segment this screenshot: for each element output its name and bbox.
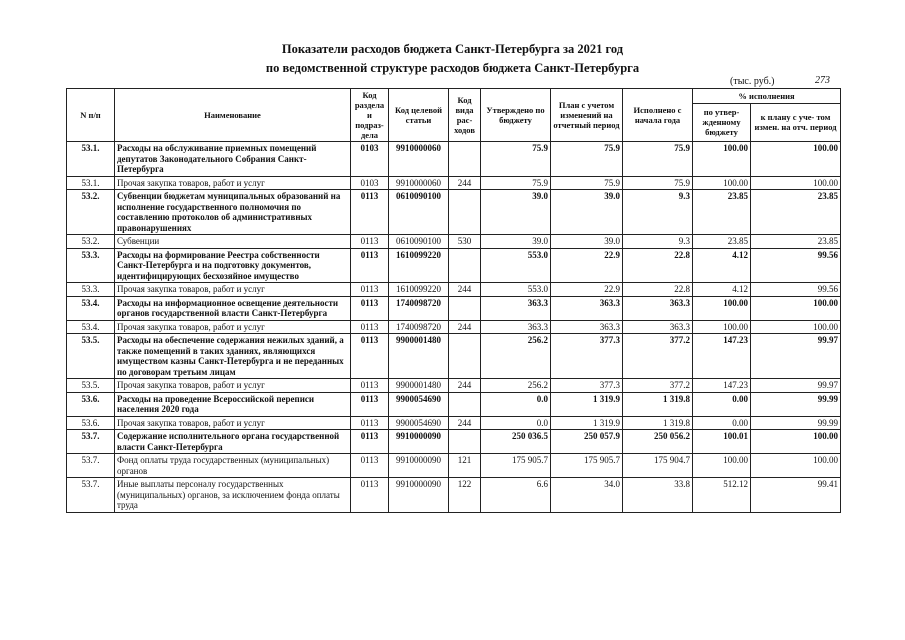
row-target-code: 9910000060	[389, 176, 449, 190]
row-name: Прочая закупка товаров, работ и услуг	[115, 320, 351, 334]
row-target-code: 9900001480	[389, 379, 449, 393]
row-type-code	[449, 392, 481, 416]
row-section-code: 0113	[351, 454, 389, 478]
row-done: 75.9	[623, 142, 693, 177]
row-section-code: 0113	[351, 334, 389, 379]
row-done: 175 904.7	[623, 454, 693, 478]
row-name: Содержание исполнительного органа государственной власти Санкт-Петербурга	[115, 430, 351, 454]
row-approved: 0.0	[481, 392, 551, 416]
row-number: 53.7.	[67, 454, 115, 478]
header-pct-group: % исполнения	[693, 89, 841, 104]
row-approved: 250 036.5	[481, 430, 551, 454]
table-row	[67, 392, 841, 416]
row-type-code	[449, 296, 481, 320]
header-pct-plan: к плану с уче- том измен. на отч. период	[751, 103, 841, 141]
table-body	[67, 142, 841, 513]
row-plan: 175 905.7	[551, 454, 623, 478]
row-done: 33.8	[623, 478, 693, 513]
row-number: 53.6.	[67, 392, 115, 416]
row-name: Иные выплаты персоналу государственных (муниципальных) органов, за исключением фонда оплаты труда	[115, 478, 351, 513]
table-row	[67, 248, 841, 283]
row-target-code: 9900054690	[389, 392, 449, 416]
units-label: (тыс. руб.)	[730, 76, 775, 87]
row-pct-approved: 23.85	[693, 190, 751, 235]
row-pct-plan: 100.00	[751, 142, 841, 177]
table-row	[67, 478, 841, 513]
row-pct-approved: 0.00	[693, 392, 751, 416]
row-pct-plan: 23.85	[751, 235, 841, 249]
row-type-code: 244	[449, 379, 481, 393]
row-pct-plan: 99.41	[751, 478, 841, 513]
row-pct-approved: 100.00	[693, 454, 751, 478]
row-type-code: 244	[449, 416, 481, 430]
row-pct-approved: 23.85	[693, 235, 751, 249]
row-target-code: 9910000090	[389, 454, 449, 478]
row-target-code: 9910000090	[389, 478, 449, 513]
row-target-code: 9900001480	[389, 334, 449, 379]
row-type-code	[449, 248, 481, 283]
row-name: Расходы на обслуживание приемных помещений депутатов Законодательного Собрания Санкт-Петербурга	[115, 142, 351, 177]
row-pct-plan: 99.97	[751, 334, 841, 379]
row-section-code: 0113	[351, 190, 389, 235]
table-row	[67, 416, 841, 430]
row-target-code: 9900054690	[389, 416, 449, 430]
table-row	[67, 320, 841, 334]
row-number: 53.4.	[67, 320, 115, 334]
row-target-code: 9910000090	[389, 430, 449, 454]
row-target-code: 0610090100	[389, 190, 449, 235]
row-type-code: 530	[449, 235, 481, 249]
row-name: Субвенции бюджетам муниципальных образований на исполнение государственного полномочия по составлению протоколов об административных правонарушениях	[115, 190, 351, 235]
table-row	[67, 176, 841, 190]
row-pct-approved: 100.00	[693, 320, 751, 334]
table-row	[67, 283, 841, 297]
table-row	[67, 235, 841, 249]
row-type-code	[449, 142, 481, 177]
table-row	[67, 454, 841, 478]
header-name: Наименование	[115, 89, 351, 142]
row-type-code	[449, 334, 481, 379]
row-name: Прочая закупка товаров, работ и услуг	[115, 416, 351, 430]
page-number: 273	[815, 75, 830, 86]
row-number: 53.7.	[67, 478, 115, 513]
row-name: Прочая закупка товаров, работ и услуг	[115, 283, 351, 297]
row-pct-plan: 100.00	[751, 430, 841, 454]
row-number: 53.2.	[67, 235, 115, 249]
row-pct-approved: 4.12	[693, 248, 751, 283]
header-section: Код раздела и подраз- дела	[351, 89, 389, 142]
title-line-2: по ведомственной структуре расходов бюджета Санкт-Петербурга	[265, 61, 640, 75]
row-section-code: 0113	[351, 320, 389, 334]
row-plan: 22.9	[551, 248, 623, 283]
row-section-code: 0103	[351, 142, 389, 177]
row-approved: 0.0	[481, 416, 551, 430]
row-pct-plan: 100.00	[751, 320, 841, 334]
row-plan: 39.0	[551, 235, 623, 249]
row-pct-approved: 0.00	[693, 416, 751, 430]
row-section-code: 0113	[351, 392, 389, 416]
row-target-code: 1740098720	[389, 296, 449, 320]
row-section-code: 0113	[351, 248, 389, 283]
row-pct-approved: 512.12	[693, 478, 751, 513]
title-line-1: Показатели расходов бюджета Санкт-Петербурга за 2021 год	[281, 42, 624, 56]
row-section-code: 0113	[351, 430, 389, 454]
row-plan: 1 319.9	[551, 392, 623, 416]
row-type-code: 122	[449, 478, 481, 513]
row-number: 53.5.	[67, 379, 115, 393]
row-number: 53.4.	[67, 296, 115, 320]
row-number: 53.3.	[67, 283, 115, 297]
row-done: 22.8	[623, 283, 693, 297]
row-pct-plan: 23.85	[751, 190, 841, 235]
row-done: 1 319.8	[623, 416, 693, 430]
row-number: 53.1.	[67, 142, 115, 177]
row-pct-plan: 99.99	[751, 416, 841, 430]
row-pct-plan: 100.00	[751, 296, 841, 320]
row-approved: 553.0	[481, 248, 551, 283]
row-pct-approved: 100.00	[693, 296, 751, 320]
row-done: 1 319.8	[623, 392, 693, 416]
row-approved: 75.9	[481, 176, 551, 190]
row-plan: 377.3	[551, 334, 623, 379]
table-row	[67, 379, 841, 393]
row-done: 250 056.2	[623, 430, 693, 454]
row-plan: 34.0	[551, 478, 623, 513]
row-section-code: 0113	[351, 235, 389, 249]
row-plan: 363.3	[551, 320, 623, 334]
row-type-code: 244	[449, 176, 481, 190]
row-done: 9.3	[623, 190, 693, 235]
header-target: Код целевой статьи	[389, 89, 449, 142]
row-section-code: 0113	[351, 296, 389, 320]
header-num: N п/п	[67, 89, 115, 142]
row-section-code: 0103	[351, 176, 389, 190]
row-name: Расходы на формирование Реестра собственности Санкт-Петербурга и на подготовку документов, идентифицирующих бесхозяйное имущество	[115, 248, 351, 283]
row-pct-approved: 147.23	[693, 379, 751, 393]
row-plan: 39.0	[551, 190, 623, 235]
table-row	[67, 430, 841, 454]
row-section-code: 0113	[351, 379, 389, 393]
page-title	[0, 40, 905, 78]
row-name: Прочая закупка товаров, работ и услуг	[115, 176, 351, 190]
row-done: 377.2	[623, 334, 693, 379]
row-approved: 75.9	[481, 142, 551, 177]
row-approved: 256.2	[481, 379, 551, 393]
row-target-code: 1610099220	[389, 283, 449, 297]
row-plan: 75.9	[551, 142, 623, 177]
row-done: 363.3	[623, 320, 693, 334]
row-number: 53.1.	[67, 176, 115, 190]
row-pct-approved: 100.01	[693, 430, 751, 454]
row-approved: 39.0	[481, 235, 551, 249]
row-approved: 256.2	[481, 334, 551, 379]
table-row	[67, 142, 841, 177]
row-plan: 1 319.9	[551, 416, 623, 430]
row-target-code: 1610099220	[389, 248, 449, 283]
row-name: Субвенции	[115, 235, 351, 249]
row-name: Расходы на проведение Всероссийской переписи населения 2020 года	[115, 392, 351, 416]
row-type-code: 121	[449, 454, 481, 478]
table-row	[67, 334, 841, 379]
row-pct-plan: 99.56	[751, 283, 841, 297]
row-plan: 250 057.9	[551, 430, 623, 454]
table-row	[67, 296, 841, 320]
header-type: Код вида рас- ходов	[449, 89, 481, 142]
row-name: Прочая закупка товаров, работ и услуг	[115, 379, 351, 393]
row-plan: 22.9	[551, 283, 623, 297]
row-pct-approved: 147.23	[693, 334, 751, 379]
row-number: 53.5.	[67, 334, 115, 379]
row-done: 22.8	[623, 248, 693, 283]
row-name: Фонд оплаты труда государственных (муниципальных) органов	[115, 454, 351, 478]
row-done: 363.3	[623, 296, 693, 320]
row-pct-plan: 99.56	[751, 248, 841, 283]
header-done: Исполнено с начала года	[623, 89, 693, 142]
row-name: Расходы на информационное освещение деятельности органов государственной власти Санкт-Петербурга	[115, 296, 351, 320]
header-approved: Утверждено по бюджету	[481, 89, 551, 142]
row-name: Расходы на обеспечение содержания нежилых зданий, а также помещений в таких зданиях, являющихся имуществом казны Санкт-Петербурга и не переданных по договорам третьим лицам	[115, 334, 351, 379]
row-type-code: 244	[449, 320, 481, 334]
row-pct-approved: 100.00	[693, 176, 751, 190]
row-done: 75.9	[623, 176, 693, 190]
row-pct-plan: 100.00	[751, 454, 841, 478]
row-target-code: 9910000060	[389, 142, 449, 177]
header-pct-approved: по утвер- жденному бюджету	[693, 103, 751, 141]
row-approved: 39.0	[481, 190, 551, 235]
table-row	[67, 190, 841, 235]
row-type-code	[449, 430, 481, 454]
row-type-code: 244	[449, 283, 481, 297]
row-pct-plan: 99.99	[751, 392, 841, 416]
row-type-code	[449, 190, 481, 235]
row-section-code: 0113	[351, 283, 389, 297]
expenses-table	[66, 88, 841, 513]
row-pct-plan: 100.00	[751, 176, 841, 190]
row-done: 9.3	[623, 235, 693, 249]
row-approved: 175 905.7	[481, 454, 551, 478]
row-number: 53.7.	[67, 430, 115, 454]
row-approved: 553.0	[481, 283, 551, 297]
row-section-code: 0113	[351, 478, 389, 513]
row-plan: 363.3	[551, 296, 623, 320]
row-target-code: 0610090100	[389, 235, 449, 249]
row-target-code: 1740098720	[389, 320, 449, 334]
row-plan: 377.3	[551, 379, 623, 393]
row-pct-approved: 100.00	[693, 142, 751, 177]
row-section-code: 0113	[351, 416, 389, 430]
row-approved: 363.3	[481, 320, 551, 334]
row-plan: 75.9	[551, 176, 623, 190]
row-approved: 6.6	[481, 478, 551, 513]
row-number: 53.6.	[67, 416, 115, 430]
row-number: 53.3.	[67, 248, 115, 283]
row-number: 53.2.	[67, 190, 115, 235]
header-plan: План с учетом изменений на отчетный период	[551, 89, 623, 142]
row-approved: 363.3	[481, 296, 551, 320]
row-done: 377.2	[623, 379, 693, 393]
row-pct-plan: 99.97	[751, 379, 841, 393]
row-pct-approved: 4.12	[693, 283, 751, 297]
